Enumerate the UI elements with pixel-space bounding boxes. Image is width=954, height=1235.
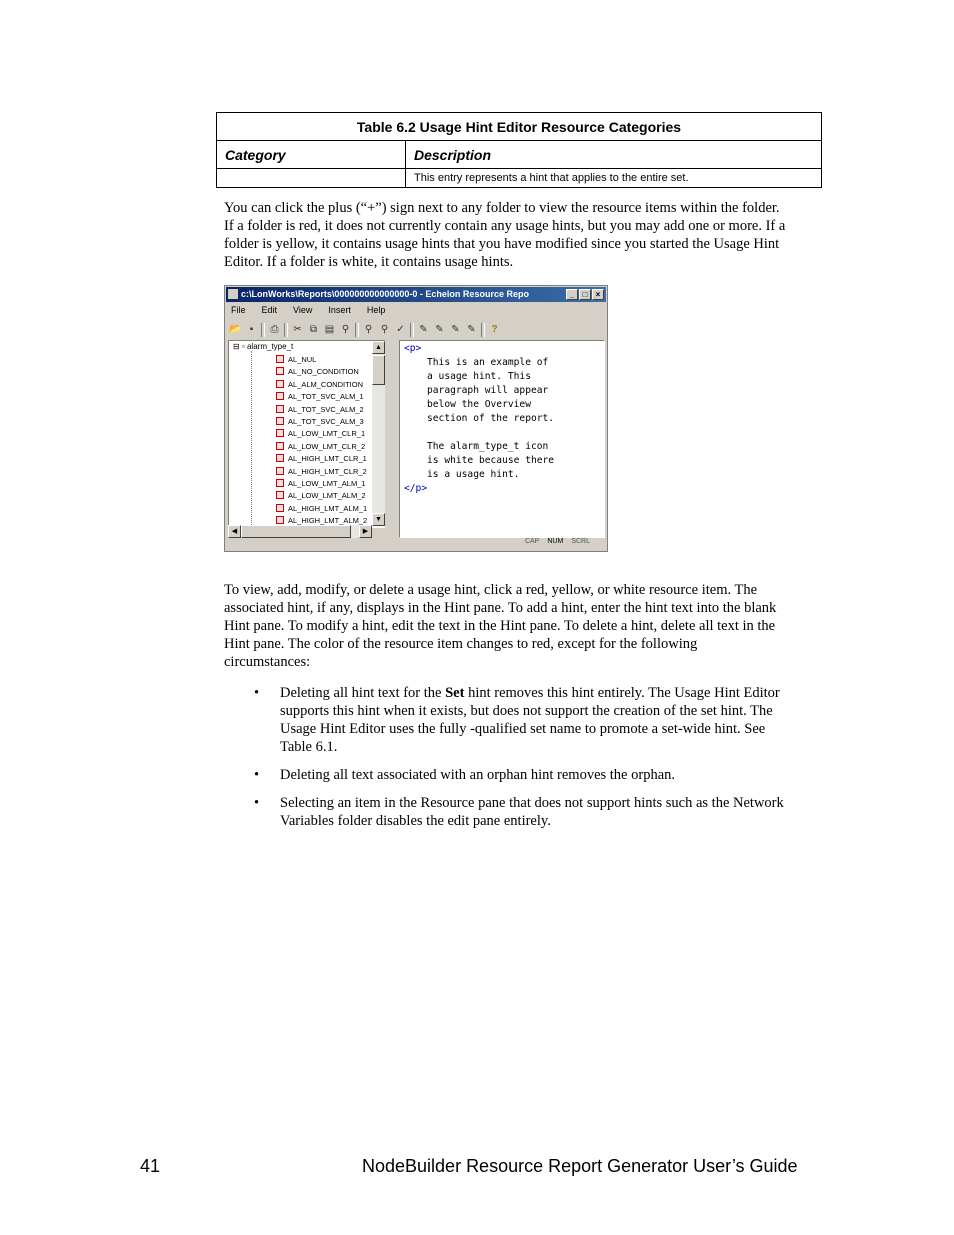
- page-number: 41: [140, 1156, 161, 1176]
- hint-close-tag: </p>: [404, 483, 428, 494]
- find-icon[interactable]: ⚲: [341, 324, 350, 335]
- status-cap: CAP: [524, 538, 540, 545]
- close-button[interactable]: ×: [592, 289, 604, 300]
- resource-item-icon: [276, 516, 284, 524]
- tree-item[interactable]: [276, 366, 367, 378]
- hscroll-thumb[interactable]: [241, 525, 351, 538]
- find-next-icon[interactable]: ⚲: [364, 324, 373, 335]
- resource-item-icon: [276, 504, 284, 512]
- bullet-icon: •: [254, 767, 260, 783]
- intro-paragraph: You can click the plus (“+”) sign next to any folder to view the resource items within the folder. If a folder is red, it does not currently contain any usage hints, but you may add one or more. If a folder is yellow, it contains usage hints that you have modified since you started the Usage Hint Editor. If a folder is white, it contains usage hints.: [224, 200, 786, 270]
- toolbar: [229, 321, 501, 338]
- tree-item[interactable]: [276, 354, 367, 366]
- menu-insert[interactable]: Insert: [328, 305, 351, 315]
- status-bar: [228, 538, 604, 549]
- tree-item[interactable]: [276, 490, 367, 502]
- title-bar: [226, 287, 606, 302]
- tree-item[interactable]: [276, 503, 367, 515]
- circumstances-list: [248, 684, 788, 840]
- hint-text: This is an example of a usage hint. This paragraph will appear below the Overview section of the report. The alarm_type_t icon is white because there is a usage hint.: [427, 357, 555, 480]
- table-cell: [217, 169, 406, 188]
- status-num: NUM: [547, 538, 564, 545]
- resource-pane[interactable]: [228, 340, 387, 528]
- resource-item-icon: [276, 467, 284, 475]
- tree-item-label: AL_LOW_LMT_CLR_1: [288, 429, 366, 439]
- tree-item[interactable]: [276, 478, 367, 490]
- tree-item-label: AL_NUL: [288, 355, 317, 364]
- bullet-icon: •: [254, 685, 260, 701]
- tree-root-label: alarm_type_t: [246, 342, 294, 351]
- scroll-right-icon[interactable]: ▶: [359, 525, 372, 538]
- bullet-icon: •: [254, 795, 260, 811]
- status-scrl: SCRL: [571, 538, 590, 545]
- table-cell: This entry represents a hint that applies to the entire set.: [406, 169, 822, 188]
- tree-item[interactable]: [276, 428, 367, 440]
- tree-item-label: AL_LOW_LMT_ALM_1: [288, 478, 366, 488]
- tree-item[interactable]: [276, 379, 367, 391]
- tree-item-label: AL_LOW_LMT_ALM_2: [288, 491, 366, 501]
- resource-item-icon: [276, 355, 284, 363]
- window-title: c:\LonWorks\Reports\000000000000000-0 - Echelon Resource Repo: [241, 289, 529, 299]
- tree-item-label: AL_LOW_LMT_CLR_2: [288, 441, 366, 451]
- tree-item-label: AL_HIGH_LMT_ALM_1: [288, 503, 368, 513]
- tree-item-label: AL_HIGH_LMT_CLR_1: [288, 454, 367, 464]
- spell-check-icon[interactable]: ✓: [396, 324, 405, 335]
- tree-item-label: AL_HIGH_LMT_ALM_2: [288, 516, 368, 526]
- list-item: [248, 794, 788, 830]
- help-icon[interactable]: ?: [491, 324, 498, 335]
- tree-item[interactable]: [276, 416, 367, 428]
- replace-icon[interactable]: ⚲: [380, 324, 389, 335]
- save-icon[interactable]: ▪: [249, 324, 254, 335]
- menu-view[interactable]: View: [293, 305, 313, 315]
- hint-tool-icon[interactable]: ✎: [419, 324, 428, 335]
- hint-pane[interactable]: [399, 340, 605, 538]
- tree-item[interactable]: [276, 441, 367, 453]
- hint-tool-icon[interactable]: ✎: [451, 324, 460, 335]
- tree-item-label: AL_ALM_CONDITION: [288, 379, 364, 389]
- tree-item-label: AL_TOT_SVC_ALM_2: [288, 404, 364, 414]
- tree-items: [276, 354, 367, 527]
- hint-open-tag: <p>: [404, 343, 422, 354]
- bullet-bold-text: Set: [445, 685, 465, 701]
- menu-bar: [229, 305, 387, 319]
- column-header-description: Description: [406, 141, 822, 169]
- list-item: [248, 684, 788, 756]
- guide-title: NodeBuilder Resource Report Generator User’s Guide: [362, 1156, 798, 1176]
- toolbar-separator: [261, 323, 265, 337]
- pane-splitter[interactable]: [385, 340, 399, 538]
- scroll-thumb[interactable]: [372, 355, 385, 385]
- resource-item-icon: [276, 392, 284, 400]
- resource-categories-table: [216, 112, 822, 188]
- resource-item-icon: [276, 405, 284, 413]
- maximize-button[interactable]: □: [579, 289, 591, 300]
- tree-item[interactable]: [276, 404, 367, 416]
- resource-item-icon: [276, 491, 284, 499]
- tree-item[interactable]: [276, 466, 367, 478]
- bullet-text-after: hint removes this hint entirely. The Usage Hint Editor supports this hint when it exists, but does not support the creation of the set hint. The Usage Hint Editor uses the fully -qualified set name to promote a set-wide hint. See Table 6.1.: [280, 685, 780, 755]
- tree-item[interactable]: [276, 391, 367, 403]
- tree-item-label: AL_NO_CONDITION: [288, 367, 359, 377]
- column-header-category: Category: [217, 141, 406, 169]
- tree-item-label: AL_TOT_SVC_ALM_1: [288, 392, 364, 402]
- resource-item-icon: [276, 367, 284, 375]
- resource-item-icon: [276, 442, 284, 450]
- tree-item-label: AL_HIGH_LMT_CLR_2: [288, 466, 367, 476]
- cut-icon[interactable]: ✂: [293, 324, 302, 335]
- menu-file[interactable]: File: [231, 305, 246, 315]
- toolbar-separator: [410, 323, 414, 337]
- instructions-paragraph: To view, add, modify, or delete a usage hint, click a red, yellow, or white resource item. The associated hint, if any, displays in the Hint pane. To add a hint, enter the hint text into the blank Hint pane. To modify a hint, edit the text in the Hint pane. To delete a hint, delete all text in the Hint pane. The color of the resource item changes to red, except for the following circumstances:: [224, 582, 777, 670]
- toolbar-separator: [284, 323, 288, 337]
- tree-item[interactable]: [276, 453, 367, 465]
- resource-item-icon: [276, 479, 284, 487]
- app-icon: [228, 289, 238, 299]
- hint-tool-icon[interactable]: ✎: [467, 324, 476, 335]
- scroll-left-icon[interactable]: ◀: [228, 525, 241, 538]
- copy-icon[interactable]: ⧉: [309, 324, 318, 335]
- hint-tool-icon[interactable]: ✎: [435, 324, 444, 335]
- bullet-text-before: Deleting all hint text for the: [280, 685, 446, 701]
- minimize-button[interactable]: _: [566, 289, 578, 300]
- horizontal-scrollbar[interactable]: [228, 525, 372, 538]
- print-icon[interactable]: ⎙: [270, 324, 279, 335]
- resource-item-icon: [276, 454, 284, 462]
- scroll-up-icon[interactable]: ▲: [372, 341, 385, 354]
- tree-lines: [251, 351, 272, 527]
- resource-item-icon: [276, 429, 284, 437]
- list-item: [248, 766, 788, 784]
- paste-icon[interactable]: ▤: [324, 324, 335, 335]
- bullet-text: Selecting an item in the Resource pane that does not support hints such as the Network Variables folder disables the edit pane entirely.: [280, 795, 784, 829]
- usage-hint-editor-screenshot: [224, 285, 608, 552]
- toolbar-separator: [481, 323, 485, 337]
- vertical-scrollbar[interactable]: [372, 341, 385, 526]
- table-caption: Table 6.2 Usage Hint Editor Resource Categories: [217, 113, 822, 141]
- menu-edit[interactable]: Edit: [261, 305, 278, 315]
- tree-root[interactable]: ⊟ ▫ alarm_type_t: [233, 342, 294, 351]
- open-icon[interactable]: 📂: [229, 324, 242, 335]
- bullet-text: Deleting all text associated with an orphan hint removes the orphan.: [280, 767, 676, 783]
- table-row: [217, 169, 822, 188]
- resource-item-icon: [276, 417, 284, 425]
- scroll-down-icon[interactable]: ▼: [372, 513, 385, 526]
- tree-item-label: AL_TOT_SVC_ALM_3: [288, 416, 364, 426]
- toolbar-separator: [355, 323, 359, 337]
- menu-help[interactable]: Help: [366, 305, 386, 315]
- resource-item-icon: [276, 380, 284, 388]
